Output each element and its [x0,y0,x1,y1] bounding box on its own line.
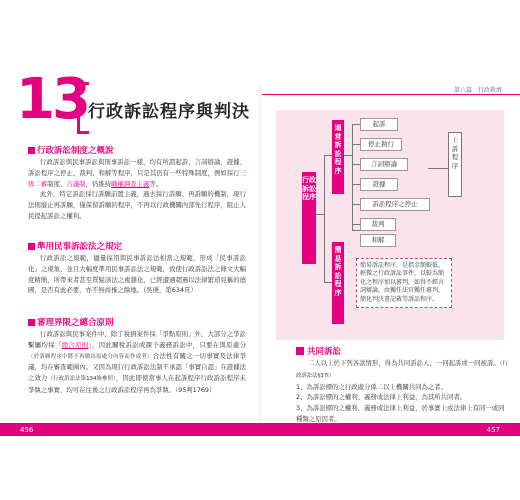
paragraph: 二人以上於下列各款情形，得為共同訴訟人，一同起訴或一同被訴。（行政訴訟法§37Ⅰ） [296,359,508,379]
page-gutter [259,84,261,436]
diagram-item: 裁判 [360,218,396,231]
paragraph: 此外，特定訴訟採行訴願前置主義，過去採行訴願、再訴願的機制，現行法則廢止再訴願，僅保留訴願的程序，不再以行政機關內部先行程序，阻止人民提起訴訟之權利。 [28,190,246,220]
square-icon [28,147,35,154]
diagram-appeal: 上訴程序 [448,132,462,197]
diagram-item: 訴訟程序之停止 [360,198,430,211]
chapter-title: 行政訴訟程序與判決 [88,102,250,122]
section-1-body [28,157,246,222]
connector [352,164,360,165]
diagram-item: 和解 [360,234,396,247]
paragraph: 行政訴訟之規範，儘量採用與民事訴訟法相當之規範，形成「民事訴訟化」之現象，並且大幅度準用民事訴訟法之規範，致使行政訴訟法之條文大幅度精簡，所帶來者甚至質疑該法之複雜化，已經遭遇超過以法律繁瑣見稱的德國，是否有此必要，亦不無商榷之餘地。（吳庚，第634頁） [28,254,246,295]
document-icon [296,347,304,355]
section-heading-2: 準用民事訴訟法之規定 [28,240,122,252]
connector [324,155,325,283]
connector [352,124,353,230]
connector [428,168,448,169]
connector [352,144,360,145]
diagram-item: 停止執行 [360,138,402,151]
connector [352,184,360,185]
footer-bar [0,423,520,436]
procedure-diagram [276,110,504,340]
section-heading-1: 行政訴訟制度之概說 [28,144,114,156]
chapter-number: 13 [16,67,88,132]
running-header: 第六篇 行政救濟 [453,87,502,94]
section-heading-4: 共同訴訟 [296,345,341,357]
square-icon [28,243,35,250]
diagram-group-regular: 通常訴訟程序 [332,120,344,194]
paragraph: 行政訴訟與民事訴訟與刑事訴訟一樣，均有所謂起訴、言詞辯論、證據、訴訟程序之停止、裁判、和解等程序，只是其仍有一些特殊制度，例如採行三級二審制度、合議制，仍維持職權調查主義等。 [28,158,246,188]
connector [324,282,332,283]
connector [352,224,360,225]
diagram-item: 證據 [360,178,398,191]
paragraph: 行政訴訟與民事案件中，除了稅捐案件採「爭點原則」外，大部分之爭訟繫屬均採「總合原則」，因此關稅訴訟或課予義務訴訟中，只要在與原處分（於訴願程序中將不再做出原處分內容而作成者）合法性有關之一切事實及法律爭議，均在審查範圍內。又因為現行行政訴訟法制不承認「事實自認」在證據法之效力（行政訴訟法第134條參照），因此即使當事人在起訴程序行政訴訟程序未爭執之事實，均可在往後之行政訴訟程序再為爭執。（95判1769） [28,330,247,394]
diagram-main-label: 行政訴訟程序 [302,172,316,264]
connector [352,124,360,125]
connector [344,155,352,156]
section-2-body [28,253,246,296]
diagram-note: 簡易訴訟程序，是指金額較低，輕微之行政訴訟事件，以較為簡化之程序加以審判，如得不經言詞辯論，由獨任法官獨任審判，簡化判決書記載等訴訟程序。 [356,258,452,308]
connector [352,230,360,231]
page-number-left: 456 [20,426,34,434]
section-4-body [296,358,508,425]
list-item: 2、為訴訟標的之權利、義務或法律上利益，為其所共同者。 [296,393,467,402]
square-icon [28,319,35,326]
section-3-body [28,329,246,396]
diagram-item: 言詞辯論 [360,158,408,171]
diagram-group-simplified: 簡易訴訟程序 [332,242,344,324]
diagram-item: 起訴 [360,118,398,131]
connector [316,214,324,215]
list-item: 3、為訴訟標的之權利、義務或法律上利益，於事實上或法律上有同一或同種類之原因者。 [296,404,505,423]
list-item: 1、為訴訟標的之行政處分係二以上機關共同為之者。 [296,382,448,391]
section-heading-3: 審理界限之總合原則 [28,316,114,328]
header-rule [262,94,520,95]
page-number-right: 457 [486,426,500,434]
connector [352,204,360,205]
connector [324,155,332,156]
